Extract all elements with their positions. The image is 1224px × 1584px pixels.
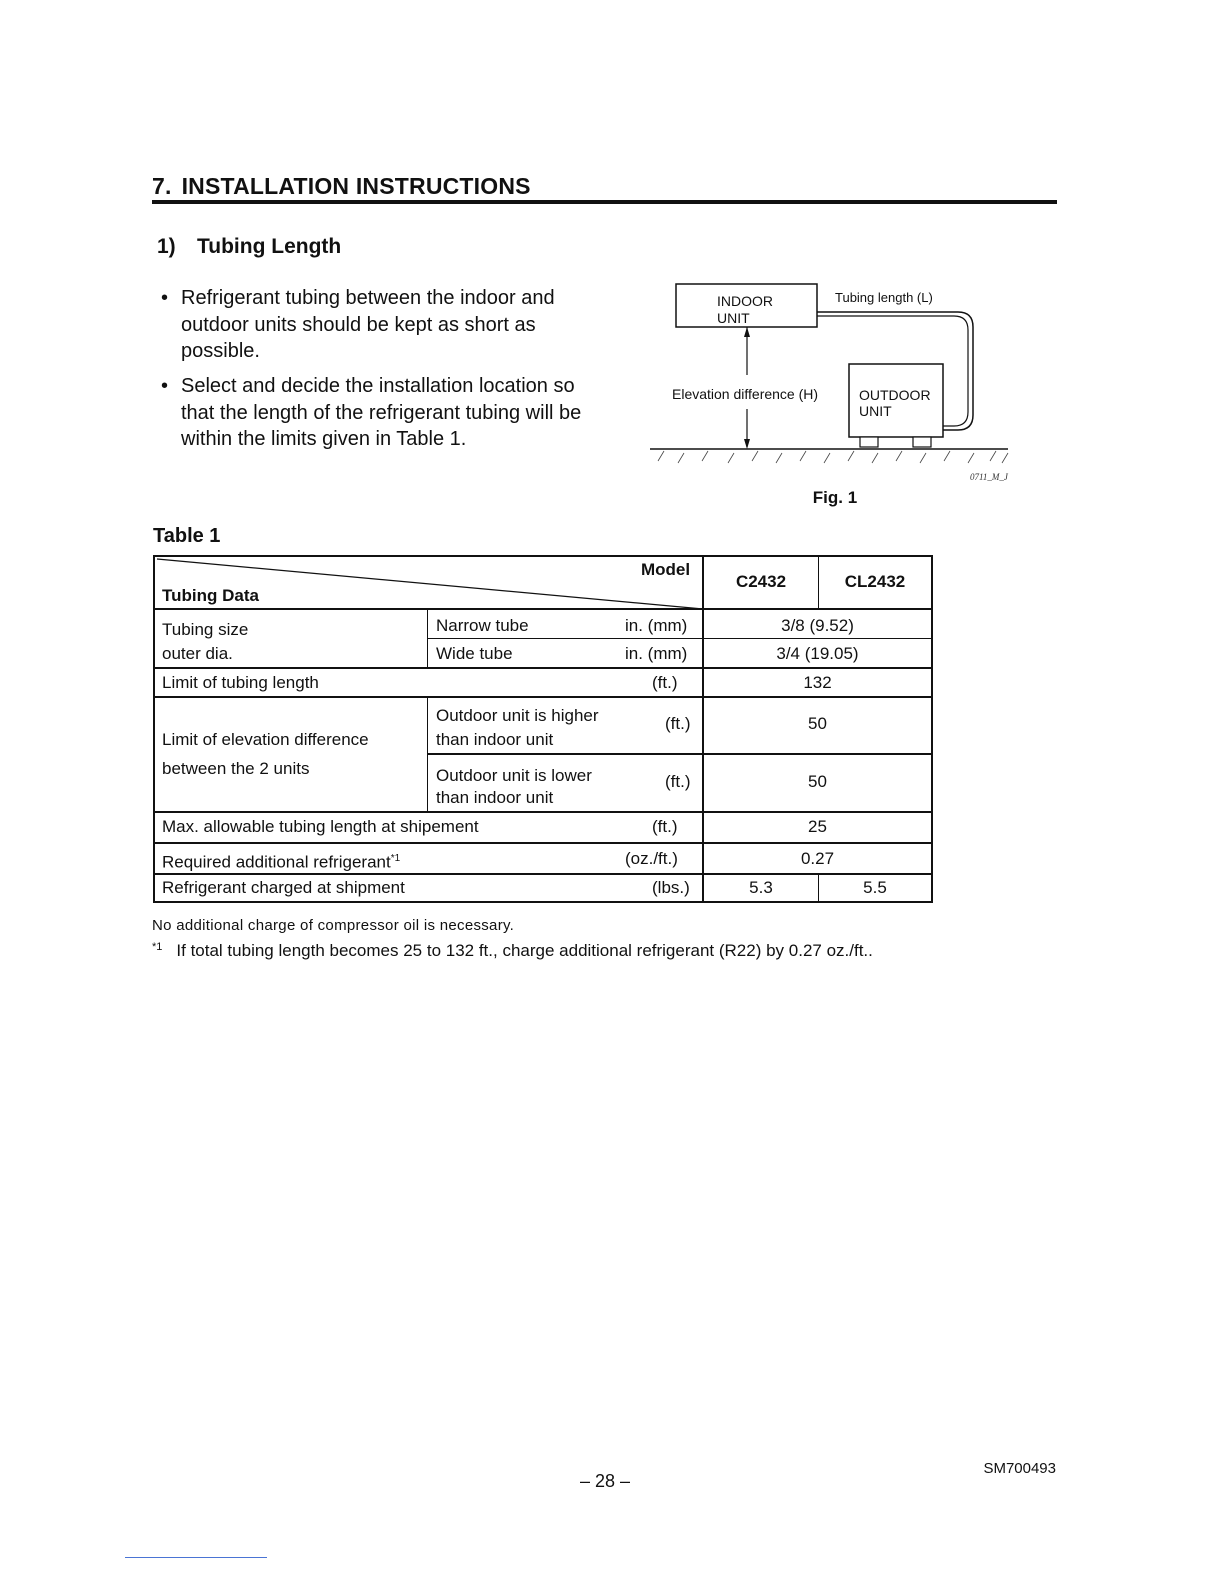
table-rule xyxy=(155,842,931,844)
row-label: between the 2 units xyxy=(162,759,310,778)
outdoor-unit-label: UNIT xyxy=(859,403,892,419)
elevation-arrow-head xyxy=(744,439,750,449)
outdoor-unit-foot xyxy=(913,437,931,447)
row-value: 50 xyxy=(808,772,827,791)
subsection-title-text: Tubing Length xyxy=(197,235,342,258)
header-model-cl2432: CL2432 xyxy=(844,572,906,591)
footnote-mark: *1 xyxy=(390,853,401,864)
subsection-title xyxy=(157,235,341,259)
row-unit: (ft.) xyxy=(665,714,691,733)
row-value: 5.5 xyxy=(863,878,887,897)
bullet-item xyxy=(161,373,601,453)
figure-caption: Fig. 1 xyxy=(812,488,858,507)
row-unit: in. (mm) xyxy=(625,644,688,663)
row-value: 3/4 (19.05) xyxy=(776,644,859,663)
row-value: 50 xyxy=(808,714,827,733)
tubing-length-label: Tubing length (L) xyxy=(835,290,933,305)
indoor-unit-label: INDOOR xyxy=(717,293,773,309)
row-label: Max. allowable tubing length at shipement xyxy=(162,817,479,836)
table-caption: Table 1 xyxy=(153,525,221,547)
row-unit: (ft.) xyxy=(652,673,678,692)
row-sublabel: Outdoor unit is higher xyxy=(436,706,599,725)
row-value: 3/8 (9.52) xyxy=(781,616,854,635)
table-rule xyxy=(155,811,931,813)
row-sublabel: Narrow tube xyxy=(436,616,529,635)
section-number: 7. xyxy=(152,173,172,199)
section-rule xyxy=(152,200,1057,204)
row-value: 25 xyxy=(808,817,827,836)
row-unit: (ft.) xyxy=(665,772,691,791)
row-sublabel: than indoor unit xyxy=(436,730,554,749)
row-unit: (lbs.) xyxy=(652,878,690,897)
outdoor-unit-label: OUTDOOR xyxy=(859,387,931,403)
table-rule xyxy=(155,696,931,698)
row-label xyxy=(162,848,400,874)
figure-code: 0711_M_J xyxy=(970,472,1008,482)
row-label: Refrigerant charged at shipment xyxy=(162,878,405,897)
footnote xyxy=(152,941,873,961)
section-title-text: INSTALLATION INSTRUCTIONS xyxy=(181,173,531,199)
row-label: Limit of tubing length xyxy=(162,673,319,692)
row-value: 132 xyxy=(803,673,832,692)
bullet-dot: • xyxy=(161,287,169,309)
bullet-item xyxy=(161,285,601,365)
bullet-dot: • xyxy=(161,375,169,397)
table-rule xyxy=(155,667,931,669)
header-tubing-data: Tubing Data xyxy=(162,586,259,605)
row-sublabel: than indoor unit xyxy=(436,788,554,807)
row-label: Limit of elevation difference xyxy=(162,730,369,749)
bottom-link-underline xyxy=(125,1557,267,1558)
section-title xyxy=(152,173,1056,200)
row-label: outer dia. xyxy=(162,644,233,663)
document-code: SM700493 xyxy=(983,1460,1056,1477)
row-label: Tubing size xyxy=(162,620,249,639)
page-number: – 28 – xyxy=(579,1471,631,1491)
tubing-diagram-svg xyxy=(640,275,1030,490)
tubing-data-table xyxy=(153,555,933,903)
row-sublabel: Outdoor unit is lower xyxy=(436,766,592,785)
oil-note: No additional charge of compressor oil is necessary. xyxy=(152,917,515,934)
row-sublabel: Wide tube xyxy=(436,644,513,663)
bullet-text: Select and decide the installation location so that the length of the refrigerant tubing will be within the limits given in Table 1. xyxy=(181,375,582,450)
row-label-text: Required additional refrigerant xyxy=(162,852,391,872)
row-value: 5.3 xyxy=(749,878,773,897)
ground-hatching xyxy=(658,451,1008,463)
header-model: Model xyxy=(641,560,691,579)
elevation-arrow-head xyxy=(744,327,750,337)
row-unit: (oz./ft.) xyxy=(625,849,678,868)
tubing-diagram xyxy=(640,275,1030,490)
row-unit: (ft.) xyxy=(652,817,678,836)
elevation-label: Elevation difference (H) xyxy=(672,386,819,402)
table-rule xyxy=(427,753,931,755)
header-model-c2432: C2432 xyxy=(735,572,787,591)
indoor-unit-label: UNIT xyxy=(717,310,750,326)
footnote-text: If total tubing length becomes 25 to 132 ft., charge additional refrigerant (R22) by 0.27 oz./ft.. xyxy=(176,941,873,960)
footnote-mark: *1 xyxy=(152,941,163,953)
outdoor-unit-foot xyxy=(860,437,878,447)
table-rule xyxy=(427,638,931,639)
table-rule xyxy=(155,608,931,610)
row-unit: in. (mm) xyxy=(625,616,688,635)
row-value: 0.27 xyxy=(800,849,835,868)
bullet-text: Refrigerant tubing between the indoor and outdoor units should be kept as short as possible. xyxy=(181,287,555,362)
subsection-number: 1) xyxy=(157,235,176,258)
